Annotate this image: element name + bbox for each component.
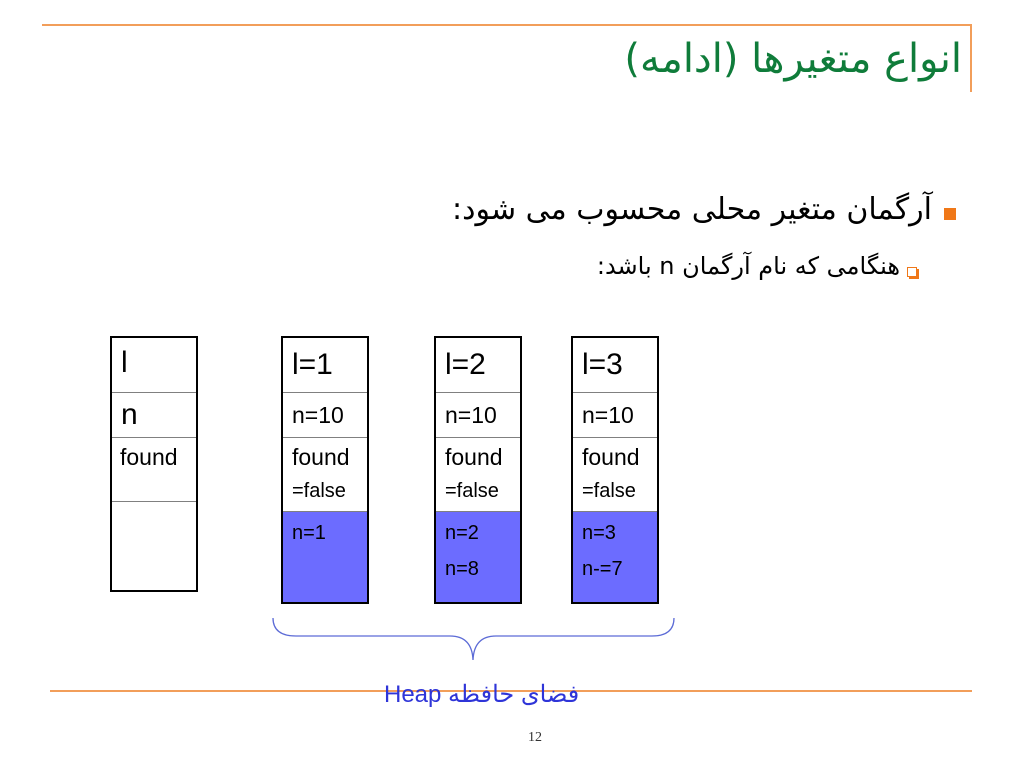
heap-brace bbox=[270, 612, 680, 664]
cell-text: n=8 bbox=[445, 558, 479, 580]
slide-title: انواع متغیرها (ادامه) bbox=[624, 36, 962, 82]
cell-text: =false bbox=[445, 480, 499, 502]
cell-text: l=2 bbox=[445, 348, 486, 381]
local-var-cell bbox=[436, 512, 520, 602]
template-stack-frame bbox=[110, 336, 198, 592]
call-frame-1 bbox=[281, 336, 369, 604]
frame-cell bbox=[436, 438, 520, 512]
sub-bullet-square-icon bbox=[907, 267, 917, 277]
local-var-cell bbox=[573, 512, 657, 602]
cell-text: found bbox=[582, 444, 640, 470]
call-frame-2 bbox=[434, 336, 522, 604]
heap-label: فضای حافظه Heap bbox=[384, 681, 580, 708]
frame-cell bbox=[112, 393, 196, 438]
cell-text: =false bbox=[292, 480, 346, 502]
bullet-1: آرگمان متغیر محلی محسوب می شود: bbox=[452, 192, 932, 227]
cell-text: n=2 bbox=[445, 522, 479, 544]
frame-cell bbox=[573, 338, 657, 393]
cell-text: =false bbox=[582, 480, 636, 502]
frame-cell bbox=[112, 338, 196, 393]
cell-text: found bbox=[120, 444, 178, 470]
cell-text: n-=7 bbox=[582, 558, 623, 580]
cell-text: n=10 bbox=[292, 402, 344, 428]
frame-cell bbox=[112, 438, 196, 502]
bullet-square-icon bbox=[944, 208, 956, 220]
page-number: 12 bbox=[528, 730, 542, 745]
cell-text: n bbox=[121, 398, 138, 431]
cell-text: n=10 bbox=[582, 402, 634, 428]
cell-text: n=1 bbox=[292, 522, 326, 544]
top-corner-rule bbox=[970, 24, 972, 92]
cell-text: found bbox=[292, 444, 350, 470]
frame-cell bbox=[573, 438, 657, 512]
call-frame-3 bbox=[571, 336, 659, 604]
frame-cell bbox=[436, 338, 520, 393]
bullet-2: هنگامی که نام آرگمان n باشد: bbox=[596, 252, 900, 280]
frame-cell bbox=[573, 393, 657, 438]
frame-cell bbox=[283, 338, 367, 393]
cell-text: n=3 bbox=[582, 522, 616, 544]
cell-text: found bbox=[445, 444, 503, 470]
cell-text: l=1 bbox=[292, 348, 333, 381]
frame-cell bbox=[283, 393, 367, 438]
frame-cell bbox=[436, 393, 520, 438]
cell-text: l bbox=[121, 346, 128, 379]
top-rule bbox=[42, 24, 972, 26]
cell-text: l=3 bbox=[582, 348, 623, 381]
cell-text: n=10 bbox=[445, 402, 497, 428]
local-var-cell bbox=[283, 512, 367, 602]
frame-cell bbox=[112, 502, 196, 590]
frame-cell bbox=[283, 438, 367, 512]
